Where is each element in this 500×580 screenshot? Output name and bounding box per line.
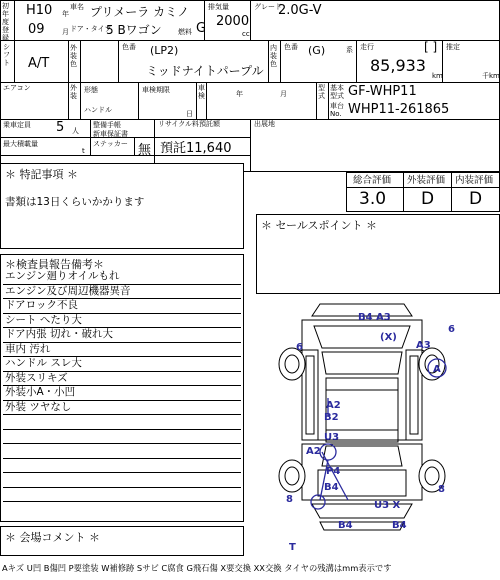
sticker-value: 無	[138, 143, 152, 158]
chassis-label2: No.	[330, 110, 342, 118]
carname-label: 車名	[70, 3, 84, 11]
row3-month-unit: 月	[280, 90, 287, 98]
year-unit: 年	[62, 10, 69, 18]
displacement-unit: cc	[242, 30, 250, 38]
report-item: エンジン廻りオイルもれ	[3, 269, 241, 285]
chassis-label: 車台	[330, 102, 344, 110]
mileage-value: 85,933	[370, 56, 426, 75]
report-item: ドア内張 切れ・破れ大	[3, 327, 241, 343]
grade-value: 2.0G-V	[278, 3, 322, 18]
carname-value: プリメーラ カミノ	[90, 5, 190, 19]
int-color-code-label: 色番	[284, 43, 298, 51]
sales-point-box	[256, 214, 500, 294]
mark-a2: A2	[326, 400, 341, 411]
maxload-unit: t	[82, 147, 85, 155]
special-notes-text: 書類は13日くらいかかります	[5, 196, 145, 208]
inspect-label: 推定	[446, 43, 460, 51]
sales-point-title: ＊ セールスポイント ＊	[261, 219, 378, 232]
venue-comment-title: ＊ 会場コメント ＊	[5, 531, 100, 544]
ac-label: エアコン	[3, 84, 31, 92]
report-item: 車内 汚れ	[3, 342, 241, 358]
maxload-label: 最大積載量	[3, 140, 38, 148]
mark-p4: P4	[326, 466, 341, 477]
car-inspect-label: 車検	[198, 84, 205, 100]
report-item: シート へたり大	[3, 313, 241, 329]
mark-b4-bottom-left: B4	[338, 520, 353, 531]
color-name: ミッドナイトパープル	[146, 64, 264, 78]
color-code: (LP2)	[150, 44, 179, 57]
ext2-label: 外装	[70, 84, 77, 100]
capacity-label: 乗車定員	[3, 121, 31, 129]
recycle-value: 預託11,640	[160, 141, 232, 156]
int-color-code: (G)	[308, 44, 326, 57]
inspector-report-box	[0, 254, 244, 522]
mark-b4-bottom-right: B4	[392, 520, 407, 531]
mileage-unit: km	[432, 72, 443, 80]
int-series-label: 系	[346, 46, 353, 54]
report-item	[3, 443, 241, 459]
report-item: 外装 ツヤなし	[3, 400, 241, 416]
chassis-value: WHP11-261865	[348, 102, 450, 117]
manual-label: 整備手帳	[93, 121, 121, 129]
capacity-unit: 人	[72, 127, 79, 135]
displacement-label: 排気量	[208, 3, 229, 11]
doors-label: ドア・タイプ	[70, 25, 112, 33]
recycle-label: リサイクル料預託額	[158, 120, 221, 128]
row3-year-unit: 年	[236, 90, 243, 98]
mileage-bracket: [ ]	[424, 40, 438, 54]
year-label: 初年度登録	[2, 2, 9, 42]
mark-eight-left: 8	[286, 494, 293, 505]
mark-t: T	[289, 542, 296, 552]
scores-box	[346, 172, 500, 212]
warranty-label: 新車保証書	[93, 130, 128, 138]
report-item: ドアロック不良	[3, 298, 241, 314]
int-color-label: 内装色	[270, 44, 277, 68]
mark-u3: U3	[324, 432, 340, 443]
capacity-value: 5	[56, 120, 65, 135]
interior-label: 内装評価	[455, 175, 494, 186]
report-item: ハンドル スレ大	[3, 356, 241, 372]
mark-b4-mid: B4	[324, 482, 339, 493]
report-item	[3, 414, 241, 430]
mark-six-left: 6	[296, 342, 303, 353]
damage-legend: Aキズ U凹 B傷凹 P要塗装 W補修跡 Sサビ C腐食 G飛石傷 X要交換 XX交換 タイヤの残溝はmm表示です	[2, 563, 392, 573]
interior-value: D	[469, 189, 483, 209]
grade-label: グレード	[254, 3, 282, 11]
report-item: 外装小A・小凹	[3, 385, 241, 401]
venue-comment-box	[0, 526, 244, 556]
special-notes-title: ＊ 特記事項 ＊	[5, 168, 78, 181]
handle-label: ハンドル	[84, 106, 112, 114]
overall-value: 3.0	[359, 189, 387, 209]
basic-model-label: 基本	[330, 84, 344, 92]
exterior-label: 外装評価	[407, 175, 446, 186]
report-item	[3, 472, 241, 488]
model-label: 型式	[318, 84, 325, 100]
color-code-label: 色番	[122, 43, 136, 51]
displacement-value: 2000	[216, 14, 250, 29]
inspect-period-label: 車検期限	[142, 86, 170, 94]
mark-b4-a3-top: B4 A3	[358, 312, 391, 323]
day-label: 日	[186, 110, 193, 118]
overall-label: 総合評価	[353, 175, 392, 186]
mark-x-center: (X)	[380, 332, 397, 343]
year-value: H10	[26, 3, 53, 18]
month-unit: 月	[62, 28, 69, 36]
shape-label: 形態	[84, 86, 98, 94]
special-notes-box	[0, 163, 244, 249]
report-item	[3, 487, 241, 503]
shift-label: シフト	[3, 43, 10, 67]
mark-eight-right: 8	[438, 484, 445, 495]
mark-b2: B2	[324, 412, 339, 423]
fuel-label: 燃料	[178, 28, 192, 36]
report-item: エンジン及び周辺機器異音	[3, 284, 241, 300]
report-item	[3, 429, 241, 445]
model-value: GF-WHP11	[348, 84, 417, 99]
basic-model-label2: 型式	[330, 92, 344, 100]
report-item	[3, 458, 241, 474]
report-item: 外装スリキズ	[3, 371, 241, 387]
mark-six-right: 6	[448, 324, 455, 335]
month-value: 09	[28, 22, 45, 37]
mark-u3x-bottom: U3 X	[374, 500, 401, 511]
inspector-report-title: ＊検査員報告備考＊	[5, 258, 104, 271]
mark-a-right: A	[433, 364, 441, 375]
doors-value: 5 Bワゴン	[106, 23, 162, 37]
mileage-label: 走行	[360, 43, 374, 51]
mark-a3-right: A3	[416, 340, 431, 351]
sticker-label: ステッカー	[93, 140, 128, 148]
fuel-value: G	[196, 21, 207, 36]
exterior-value: D	[421, 189, 435, 209]
location-label: 出展地	[254, 120, 275, 128]
inspect-unit: 千km	[482, 72, 500, 80]
car-damage-diagram	[262, 290, 462, 552]
shift-value: A/T	[28, 56, 50, 71]
ext-color-label: 外装色	[70, 44, 77, 68]
mark-a2-left: A2	[306, 446, 321, 457]
